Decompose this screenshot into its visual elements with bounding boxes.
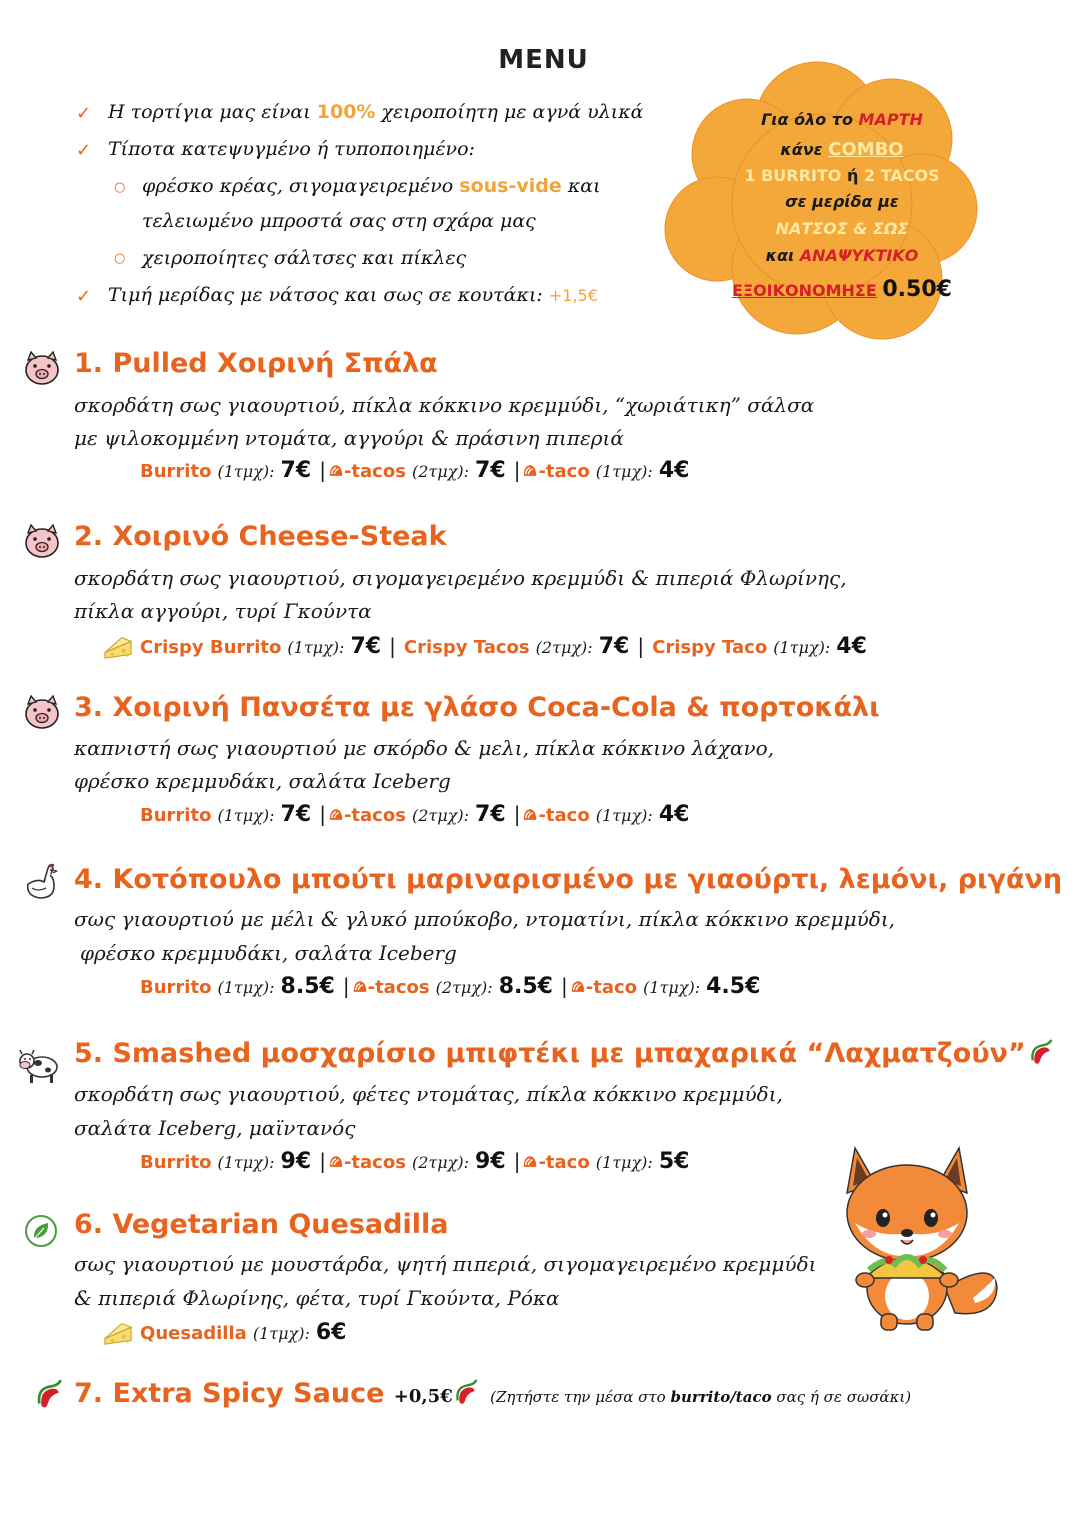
item-description: σκορδάτη σως γιαουρτιού, φέτες ντομάτας, πίκλα κόκκινο κρεμμύδι, <box>74 1082 783 1106</box>
price-row: Quesadilla (1τμχ): 6€ <box>102 1318 347 1346</box>
item-heading: 3. Χοιρινή Πανσέτα με γλάσο Coca-Cola & πορτοκάλι <box>74 692 880 723</box>
item-description: καπνιστή σως γιαουρτιού με σκόρδο & μελι, πίκλα κόκκινο λάχανο, <box>74 736 775 760</box>
price-row: Burrito (1τμχ): 7€ | -tacos (2τμχ): 7€ | -taco (1τμχ): 4€ <box>140 458 690 483</box>
combo-line-6: και ΑΝΑΨΥΚΤΙΚΟ <box>765 246 919 265</box>
combo-line-4: σε μερίδα με <box>785 192 899 211</box>
item-description: & πιπεριά Φλωρίνης, φέτα, τυρί Γκούντα, Ρόκα <box>74 1286 560 1310</box>
menu-title: MENU <box>498 45 589 75</box>
taco-icon <box>352 978 368 995</box>
fox-mascot <box>825 1138 1005 1333</box>
taco-icon <box>570 978 586 995</box>
item-heading: 4. Κοτόπουλο μπούτι μαριναρισμένο με γιαούρτι, λεμόνι, ριγάνη <box>74 864 1063 895</box>
combo-line-5: ΝΑΤΣΟΣ & ΣΩΣ <box>775 219 909 238</box>
item-description: φρέσκο κρεμμυδάκι, σαλάτα Iceberg <box>80 941 457 965</box>
taco-icon <box>522 1153 538 1170</box>
leaf-icon <box>24 1214 58 1248</box>
taco-icon <box>522 806 538 823</box>
item-description: σαλάτα Iceberg, μαϊντανός <box>74 1116 356 1140</box>
item-description: πίκλα αγγούρι, τυρί Γκούντα <box>74 599 372 623</box>
intro-sub-2: χειροποίητες σάλτσες και πίκλες <box>142 247 467 269</box>
check-icon: ✓ <box>76 140 92 161</box>
intro-sub-1b: τελειωμένο μπροστά σας στη σχάρα μας <box>142 210 536 232</box>
pig-icon <box>22 523 62 559</box>
item-heading: 7. Extra Spicy Sauce +0,5€ (Ζητήστε την μέσα στο burrito/taco σας ή σε σωσάκι) <box>74 1378 912 1409</box>
item-description: σκορδάτη σως γιαουρτιού, πίκλα κόκκινο κρεμμύδι, “χωριάτικη” σάλσα <box>74 393 815 417</box>
check-icon: ✓ <box>76 286 92 307</box>
taco-icon <box>328 1153 344 1170</box>
intro-line-1: Η τορτίγια μας είναι 100% χειροποίητη με αγνά υλικά <box>108 101 644 123</box>
taco-icon <box>328 462 344 479</box>
chili-icon <box>453 1378 481 1406</box>
item-description: σως γιαουρτιού με μέλι & γλυκό μπούκοβο, ντοματίνι, πίκλα κόκκινο κρεμμύδι, <box>74 907 896 931</box>
combo-line-3: 1 BURRITO ή 2 TACOS <box>744 166 940 185</box>
intro-line-2: Τίποτα κατεψυγμένο ή τυποποιημένο: <box>108 138 475 160</box>
taco-icon <box>328 806 344 823</box>
taco-icon <box>522 462 538 479</box>
price-row: Burrito (1τμχ): 7€ | -tacos (2τμχ): 7€ | -taco (1τμχ): 4€ <box>140 802 690 827</box>
item-heading: 5. Smashed μοσχαρίσιο μπιφτέκι με μπαχαρικά “Λαχματζούν” <box>74 1038 1056 1069</box>
combo-line-2: κάνε COMBO <box>780 139 904 160</box>
bullet-circle-icon: ○ <box>114 251 126 266</box>
price-row: Burrito (1τμχ): 8.5€ | -tacos (2τμχ): 8.5€ | -taco (1τμχ): 4.5€ <box>140 974 761 999</box>
price-row: Burrito (1τμχ): 9€ | -tacos (2τμχ): 9€ | -taco (1τμχ): 5€ <box>140 1149 690 1174</box>
bullet-circle-icon: ○ <box>114 180 126 195</box>
chili-icon <box>1028 1038 1056 1066</box>
pig-icon <box>22 694 62 730</box>
combo-line-1: Για όλο το ΜΑΡΤΗ <box>761 110 923 129</box>
item-heading: 2. Χοιρινό Cheese-Steak <box>74 521 447 552</box>
intro-line-3: Τιμή μερίδας με νάτσος και σως σε κουτάκι: +1,5€ <box>108 284 598 306</box>
item-heading: 1. Pulled Χοιρινή Σπάλα <box>74 348 438 379</box>
item-heading: 6. Vegetarian Quesadilla <box>74 1209 449 1240</box>
item-description: με ψιλοκομμένη ντομάτα, αγγούρι & πράσινη πιπεριά <box>74 426 624 450</box>
intro-sub-1: φρέσκο κρέας, σιγομαγειρεμένο sous-vide και <box>142 175 601 197</box>
cheese-icon <box>102 1318 134 1346</box>
item-description: σκορδάτη σως γιαουρτιού, σιγομαγειρεμένο κρεμμύδι & πιπεριά Φλωρίνης, <box>74 566 847 590</box>
check-icon: ✓ <box>76 103 92 124</box>
pig-icon <box>22 350 62 386</box>
combo-line-7: ΕΞΟΙΚΟΝΟΜΗΣΕ 0.50€ <box>732 277 952 302</box>
item-description: φρέσκο κρεμμυδάκι, σαλάτα Iceberg <box>74 769 451 793</box>
price-row: Crispy Burrito (1τμχ): 7€ | Crispy Tacos (2τμχ): 7€ | Crispy Taco (1τμχ): 4€ <box>102 632 867 660</box>
item-description: σως γιαουρτιού με μουστάρδα, ψητή πιπεριά, σιγομαγειρεμένο κρεμμύδι <box>74 1252 817 1276</box>
chili-icon <box>34 1378 66 1410</box>
chicken-icon <box>20 862 60 902</box>
cheese-icon <box>102 632 134 660</box>
cow-icon <box>18 1045 60 1085</box>
